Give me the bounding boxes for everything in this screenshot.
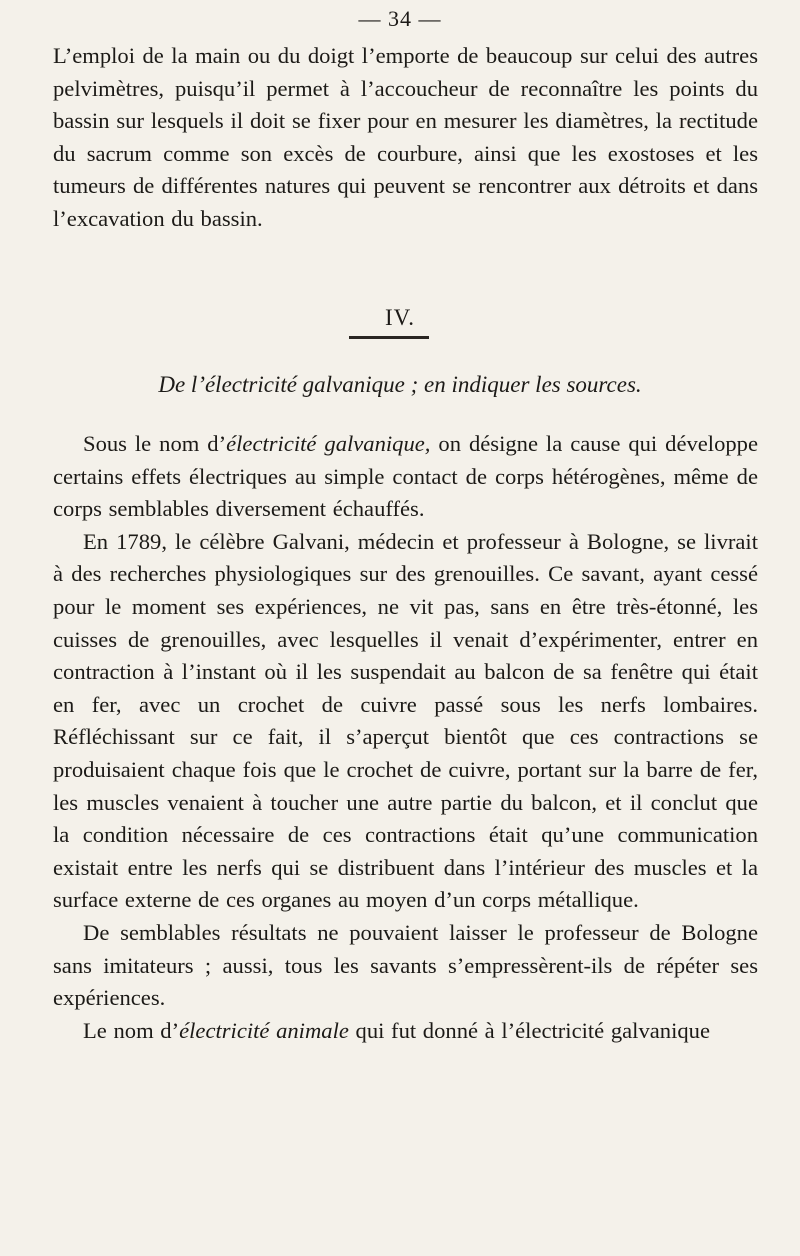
term-galvanic-electricity: électricité galvanique, — [226, 431, 431, 456]
paragraph-definition — [53, 428, 758, 526]
term-animal-electricity: électricité animale — [179, 1017, 349, 1043]
body-text-block — [53, 428, 758, 1047]
paragraph-definition-prefix: Sous le nom d’ — [83, 431, 227, 456]
paragraph-galvani-history: En 1789, le célèbre Galvani, médecin et professeur à Bologne, se livrait à des recherches physiologiques sur des grenouilles. Ce savant, ayant cessé pour le moment ses expériences, ne vit pas, sans en être très-étonné, les cuisses de grenouilles, avec lesquelles il venait d’expérimenter, entrer en contraction à l’instant où il les suspendait au balcon de sa fenêtre qui était en fer, avec un crochet de cuivre passé sous les nerfs lombaires. Réfléchissant sur ce fait, il s’aperçut bientôt que ces contractions se produisaient chaque fois que le crochet de cuivre, portant sur la barre de fer, les muscles venaient à toucher une autre partie du balcon, et il conclut que la condition nécessaire de ces contractions était qu’une communication existait entre les nerfs qui se distribuent dans l’intérieur des muscles et la surface externe de ces organes au moyen d’un corps métallique. — [53, 528, 758, 913]
paragraph-imitators: De semblables résultats ne pouvaient laisser le professeur de Bologne sans imitateurs ; aussi, tous les savants s’empressèrent-ils de répéter ses expériences. — [53, 919, 758, 1011]
paragraph-animal-rest: qui fut donné à l’électricité galvanique — [348, 1017, 710, 1043]
paragraph-animal-prefix: Le nom d’ — [83, 1017, 180, 1043]
page-number: — 34 — — [358, 6, 442, 31]
paragraph-definition-rest: on désigne la cause qui développe certains effets électriques au simple contact de corps hétérogènes, même de corps semblables diversement échauffés. — [53, 431, 758, 522]
section-divider — [349, 336, 429, 339]
intro-paragraph: L’emploi de la main ou du doigt l’emporte de beaucoup sur celui des autres pelvimètres, puisqu’il permet à l’accoucheur de reconnaître les points du bassin sur lesquels il doit se fixer pour en mesurer les diamètres, la rectitude du sacrum comme son excès de courbure, ainsi que les exostoses et les tumeurs de différentes natures qui peuvent se rencontrer aux détroits et dans l’excavation du bassin. — [53, 43, 758, 231]
section-title: De l’électricité galvanique ; en indiquer les sources. — [158, 372, 642, 397]
paragraph-animal-electricity — [53, 1015, 758, 1048]
section-number: IV. — [384, 305, 416, 330]
intro-paragraph-block — [53, 40, 758, 236]
